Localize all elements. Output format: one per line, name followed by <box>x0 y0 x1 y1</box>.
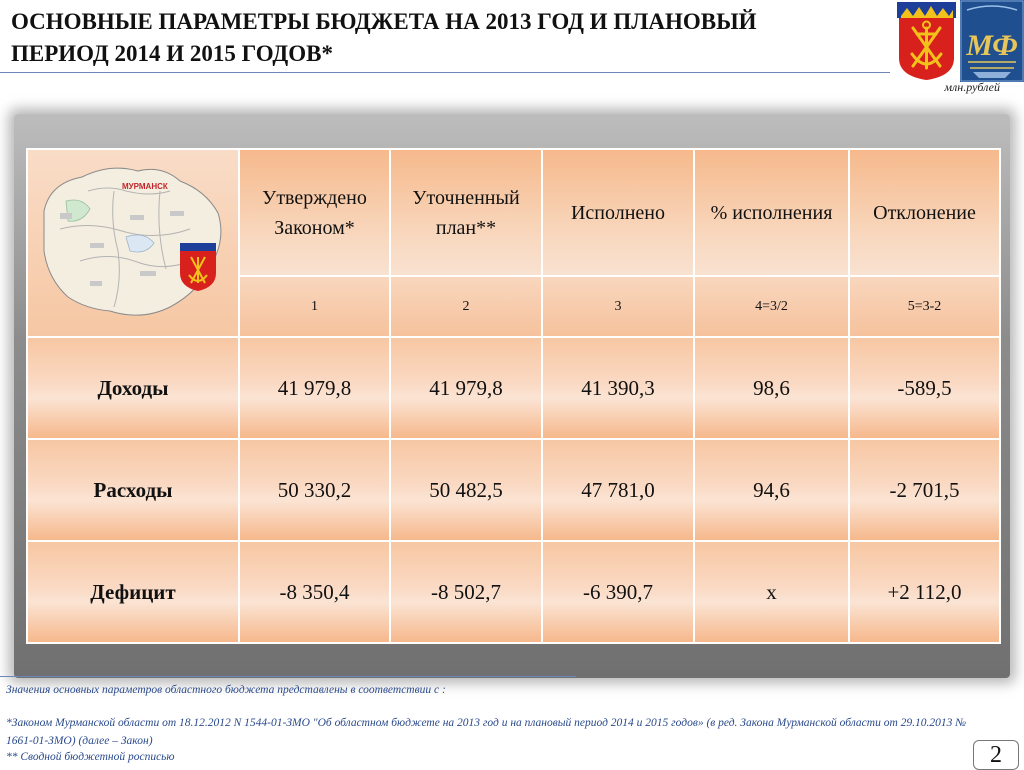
table-cell: -8 502,7 <box>391 542 541 642</box>
column-header-deviation: Отклонение <box>850 150 999 275</box>
map-coat-of-arms-icon <box>180 243 216 291</box>
title-line-2: ПЕРИОД 2014 И 2015 ГОДОВ* <box>11 41 333 66</box>
emblems <box>895 0 1024 82</box>
table-cell: -589,5 <box>850 338 999 438</box>
emblem-letters: МФ <box>966 29 1018 62</box>
footnote-budget-list: ** Сводной бюджетной росписью <box>6 751 175 763</box>
table-cell: 41 979,8 <box>391 338 541 438</box>
notes-divider <box>0 676 576 677</box>
row-label-revenue: Доходы <box>28 338 238 438</box>
column-header-refined-plan: Уточненный план** <box>391 150 541 275</box>
table-cell: x <box>695 542 848 642</box>
map-city-label: МУРМАНСК <box>122 181 168 191</box>
table-cell: +2 112,0 <box>850 542 999 642</box>
table-cell: 50 330,2 <box>240 440 389 540</box>
table-cell: 94,6 <box>695 440 848 540</box>
table-row <box>28 440 999 540</box>
column-index: 2 <box>391 277 541 336</box>
budget-table <box>26 148 1001 644</box>
column-index: 5=3-2 <box>850 277 999 336</box>
title-line-1: ОСНОВНЫЕ ПАРАМЕТРЫ БЮДЖЕТА НА 2013 ГОД И ПЛАНОВЫЙ <box>11 9 757 34</box>
table-cell: 98,6 <box>695 338 848 438</box>
column-header-execution-percent: % исполнения <box>695 150 848 275</box>
column-index: 4=3/2 <box>695 277 848 336</box>
column-index: 1 <box>240 277 389 336</box>
table-cell: 41 979,8 <box>240 338 389 438</box>
row-label-expenses: Расходы <box>28 440 238 540</box>
column-header-approved: Утверждено Законом* <box>240 150 389 275</box>
row-label-deficit: Дефицит <box>28 542 238 642</box>
table-header-row <box>28 150 999 275</box>
murmansk-region-map-icon <box>44 168 221 315</box>
column-index: 3 <box>543 277 693 336</box>
region-map <box>28 150 238 336</box>
title-divider <box>0 72 890 73</box>
table-cell: 47 781,0 <box>543 440 693 540</box>
page-title <box>11 6 881 70</box>
footnote-law: *Законом Мурманской области от 18.12.2012 N 1544-01-ЗМО "Об областном бюджете на 2013 год и на плановый период 2014 и 2015 годов» (в ред. Закона Мурманской области от 29.10.2013 № 1661-01-ЗМО) (далее – Закон) <box>6 717 967 747</box>
table-cell: -8 350,4 <box>240 542 389 642</box>
table-row <box>28 338 999 438</box>
table-cell: 50 482,5 <box>391 440 541 540</box>
ministry-of-finance-emblem-icon <box>960 0 1024 82</box>
notes-intro: Значения основных параметров областного бюджета представлены в соответствии с : <box>6 684 446 696</box>
page-number: 2 <box>973 740 1019 770</box>
table-cell: -2 701,5 <box>850 440 999 540</box>
table-cell: 41 390,3 <box>543 338 693 438</box>
units-label: млн.рублей <box>944 80 1000 94</box>
table-row <box>28 542 999 642</box>
table-cell: -6 390,7 <box>543 542 693 642</box>
column-header-executed: Исполнено <box>543 150 693 275</box>
murmansk-coat-of-arms-icon <box>895 0 958 82</box>
